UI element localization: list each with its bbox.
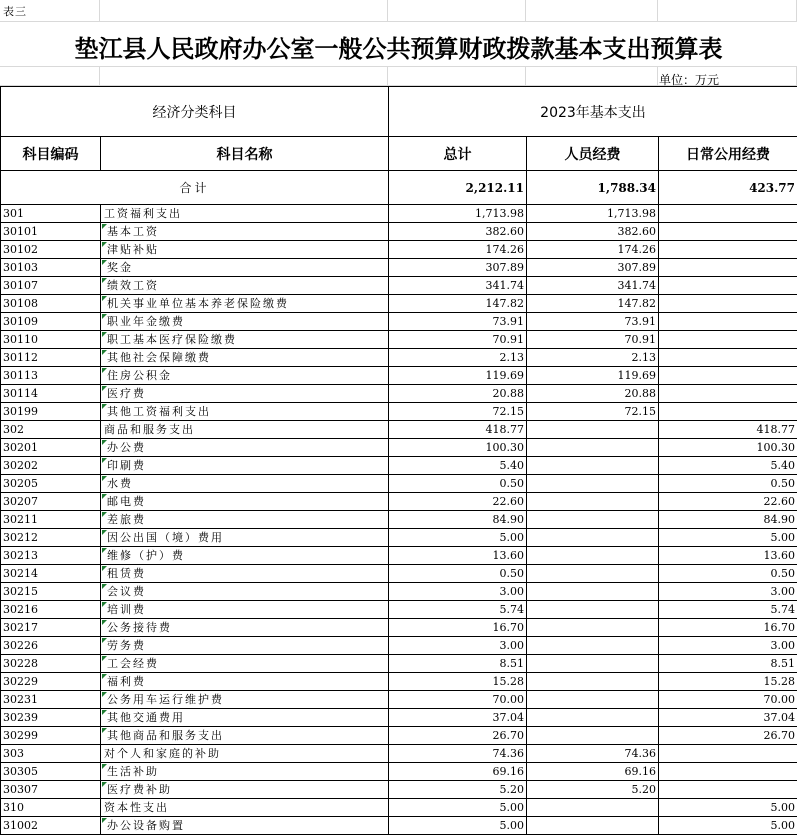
cell-code[interactable]: 30102 — [1, 241, 101, 259]
cell-personnel[interactable]: 73.91 — [527, 313, 659, 331]
cell-name[interactable]: 其他社会保障缴费 — [101, 349, 389, 367]
cell-personnel[interactable] — [527, 817, 659, 835]
cell-personnel[interactable]: 174.26 — [527, 241, 659, 259]
cell-public[interactable]: 16.70 — [659, 619, 797, 637]
cell-name[interactable]: 维修（护）费 — [101, 547, 389, 565]
cell-public[interactable]: 5.00 — [659, 799, 797, 817]
header-economic-class[interactable]: 经济分类科目 — [1, 87, 389, 137]
cell-code[interactable]: 30299 — [1, 727, 101, 745]
cell-personnel[interactable] — [527, 421, 659, 439]
cell-name[interactable]: 医疗费 — [101, 385, 389, 403]
cell-public[interactable]: 5.00 — [659, 529, 797, 547]
cell-code[interactable]: 301 — [1, 205, 101, 223]
cell-public[interactable] — [659, 763, 797, 781]
cell-public[interactable] — [659, 367, 797, 385]
cell-personnel[interactable] — [527, 691, 659, 709]
cell-personnel[interactable]: 69.16 — [527, 763, 659, 781]
table-row — [1, 763, 797, 781]
table-row — [1, 619, 797, 637]
cell-code[interactable]: 30202 — [1, 457, 101, 475]
cell-total[interactable]: 22.60 — [389, 493, 527, 511]
cell-name[interactable]: 印刷费 — [101, 457, 389, 475]
cell-name[interactable]: 培训费 — [101, 601, 389, 619]
cell-public[interactable]: 100.30 — [659, 439, 797, 457]
cell-total[interactable]: 382.60 — [389, 223, 527, 241]
cell-name[interactable]: 办公费 — [101, 439, 389, 457]
cell-code[interactable]: 30113 — [1, 367, 101, 385]
totals-label[interactable]: 合计 — [1, 171, 389, 205]
table-row — [1, 799, 797, 817]
table-row — [1, 259, 797, 277]
cell-personnel[interactable]: 382.60 — [527, 223, 659, 241]
cell-public[interactable]: 0.50 — [659, 565, 797, 583]
cell-public[interactable] — [659, 277, 797, 295]
table-row — [1, 367, 797, 385]
table-row — [1, 385, 797, 403]
cell-code[interactable]: 30199 — [1, 403, 101, 421]
cell-public[interactable] — [659, 781, 797, 799]
table-row — [1, 223, 797, 241]
cell-total[interactable]: 69.16 — [389, 763, 527, 781]
table-row — [1, 817, 797, 835]
table-row — [1, 295, 797, 313]
cell-total[interactable]: 84.90 — [389, 511, 527, 529]
cell-code[interactable]: 30109 — [1, 313, 101, 331]
cell-code[interactable]: 30110 — [1, 331, 101, 349]
cell-code[interactable]: 30201 — [1, 439, 101, 457]
cell-code[interactable]: 31002 — [1, 817, 101, 835]
table-row — [1, 331, 797, 349]
cell-total[interactable]: 5.74 — [389, 601, 527, 619]
cell-total[interactable]: 100.30 — [389, 439, 527, 457]
header-code[interactable]: 科目编码 — [1, 137, 101, 171]
cell-personnel[interactable] — [527, 727, 659, 745]
table-row — [1, 241, 797, 259]
cell-code[interactable]: 30305 — [1, 763, 101, 781]
cell-total[interactable]: 70.00 — [389, 691, 527, 709]
cell-code[interactable]: 30307 — [1, 781, 101, 799]
cell-personnel[interactable] — [527, 655, 659, 673]
cell-total[interactable]: 1,713.98 — [389, 205, 527, 223]
cell-code[interactable]: 30114 — [1, 385, 101, 403]
cell-public[interactable]: 0.50 — [659, 475, 797, 493]
cell-personnel[interactable] — [527, 475, 659, 493]
cell-code[interactable]: 30215 — [1, 583, 101, 601]
cell-public[interactable]: 418.77 — [659, 421, 797, 439]
table-row — [1, 781, 797, 799]
cell-total[interactable]: 5.40 — [389, 457, 527, 475]
cell-public[interactable]: 84.90 — [659, 511, 797, 529]
cell-personnel[interactable] — [527, 529, 659, 547]
cell-name[interactable]: 住房公积金 — [101, 367, 389, 385]
cell-total[interactable]: 0.50 — [389, 565, 527, 583]
cell-name[interactable]: 福利费 — [101, 673, 389, 691]
cell-public[interactable] — [659, 331, 797, 349]
table-row — [1, 493, 797, 511]
table-row — [1, 529, 797, 547]
table-row — [1, 691, 797, 709]
cell-total[interactable]: 15.28 — [389, 673, 527, 691]
cell-total[interactable]: 2.13 — [389, 349, 527, 367]
cell-name[interactable]: 租赁费 — [101, 565, 389, 583]
cell-code[interactable]: 30108 — [1, 295, 101, 313]
header-row-1 — [1, 87, 797, 137]
cell-name[interactable]: 医疗费补助 — [101, 781, 389, 799]
cell-total[interactable]: 0.50 — [389, 475, 527, 493]
cell-code[interactable]: 302 — [1, 421, 101, 439]
table-row — [1, 637, 797, 655]
cell-name[interactable]: 职业年金缴费 — [101, 313, 389, 331]
page-title: 垫江县人民政府办公室一般公共预算财政拨款基本支出预算表 — [0, 29, 797, 64]
cell-public[interactable]: 37.04 — [659, 709, 797, 727]
cell-name[interactable]: 办公设备购置 — [101, 817, 389, 835]
table-row — [1, 709, 797, 727]
table-row — [1, 745, 797, 763]
cell-code[interactable]: 303 — [1, 745, 101, 763]
table-row — [1, 727, 797, 745]
cell-name[interactable]: 商品和服务支出 — [101, 421, 389, 439]
table-row — [1, 313, 797, 331]
cell-name[interactable]: 差旅费 — [101, 511, 389, 529]
cell-total[interactable]: 5.00 — [389, 817, 527, 835]
cell-personnel[interactable] — [527, 799, 659, 817]
cell-personnel[interactable]: 20.88 — [527, 385, 659, 403]
cell-public[interactable]: 26.70 — [659, 727, 797, 745]
cell-total[interactable]: 418.77 — [389, 421, 527, 439]
header-total[interactable]: 总计 — [389, 137, 527, 171]
cell-total[interactable]: 37.04 — [389, 709, 527, 727]
cell-public[interactable]: 15.28 — [659, 673, 797, 691]
cell-code[interactable]: 30226 — [1, 637, 101, 655]
cell-public[interactable]: 8.51 — [659, 655, 797, 673]
cell-personnel[interactable] — [527, 493, 659, 511]
cell-code[interactable]: 30103 — [1, 259, 101, 277]
cell-public[interactable]: 70.00 — [659, 691, 797, 709]
header-personnel[interactable]: 人员经费 — [527, 137, 659, 171]
cell-total[interactable]: 74.36 — [389, 745, 527, 763]
cell-code[interactable]: 30205 — [1, 475, 101, 493]
cell-name[interactable]: 工会经费 — [101, 655, 389, 673]
cell-public[interactable] — [659, 313, 797, 331]
cell-total[interactable]: 70.91 — [389, 331, 527, 349]
cell-name[interactable]: 其他工资福利支出 — [101, 403, 389, 421]
cell-personnel[interactable] — [527, 601, 659, 619]
cell-total[interactable]: 341.74 — [389, 277, 527, 295]
table-row — [1, 277, 797, 295]
table-row — [1, 673, 797, 691]
sheet-label: 表三 — [3, 3, 27, 19]
header-row-2 — [1, 137, 797, 171]
cell-personnel[interactable]: 72.15 — [527, 403, 659, 421]
header-year-expense[interactable]: 2023年基本支出 — [389, 87, 797, 137]
totals-total[interactable]: 2,212.11 — [389, 171, 527, 205]
cell-code[interactable]: 30239 — [1, 709, 101, 727]
cell-public[interactable] — [659, 403, 797, 421]
cell-public[interactable] — [659, 385, 797, 403]
cell-personnel[interactable]: 147.82 — [527, 295, 659, 313]
table-row — [1, 457, 797, 475]
cell-total[interactable]: 5.20 — [389, 781, 527, 799]
cell-public[interactable] — [659, 205, 797, 223]
table-row — [1, 475, 797, 493]
cell-total[interactable]: 8.51 — [389, 655, 527, 673]
totals-personnel[interactable]: 1,788.34 — [527, 171, 659, 205]
table-row — [1, 655, 797, 673]
table-row — [1, 511, 797, 529]
cell-personnel[interactable] — [527, 583, 659, 601]
cell-public[interactable]: 22.60 — [659, 493, 797, 511]
cell-name[interactable]: 会议费 — [101, 583, 389, 601]
cell-total[interactable]: 3.00 — [389, 637, 527, 655]
cell-personnel[interactable] — [527, 619, 659, 637]
cell-public[interactable] — [659, 349, 797, 367]
cell-total[interactable]: 72.15 — [389, 403, 527, 421]
table-row — [1, 403, 797, 421]
cell-name[interactable]: 机关事业单位基本养老保险缴费 — [101, 295, 389, 313]
cell-total[interactable]: 16.70 — [389, 619, 527, 637]
cell-total[interactable]: 5.00 — [389, 799, 527, 817]
cell-name[interactable]: 资本性支出 — [101, 799, 389, 817]
cell-total[interactable]: 3.00 — [389, 583, 527, 601]
cell-personnel[interactable]: 1,713.98 — [527, 205, 659, 223]
cell-name[interactable]: 工资福利支出 — [101, 205, 389, 223]
cell-personnel[interactable] — [527, 511, 659, 529]
table-row — [1, 421, 797, 439]
cell-total[interactable]: 20.88 — [389, 385, 527, 403]
cell-name[interactable]: 其他商品和服务支出 — [101, 727, 389, 745]
cell-personnel[interactable] — [527, 673, 659, 691]
cell-total[interactable]: 5.00 — [389, 529, 527, 547]
cell-code[interactable]: 30228 — [1, 655, 101, 673]
cell-personnel[interactable] — [527, 709, 659, 727]
cell-name[interactable]: 职工基本医疗保险缴费 — [101, 331, 389, 349]
cell-personnel[interactable]: 341.74 — [527, 277, 659, 295]
cell-code[interactable]: 30212 — [1, 529, 101, 547]
cell-total[interactable]: 13.60 — [389, 547, 527, 565]
cell-name[interactable]: 公务用车运行维护费 — [101, 691, 389, 709]
unit-label: 单位：万元 — [659, 71, 719, 88]
cell-public[interactable] — [659, 223, 797, 241]
cell-code[interactable]: 30207 — [1, 493, 101, 511]
cell-public[interactable]: 3.00 — [659, 637, 797, 655]
table-row — [1, 205, 797, 223]
cell-name[interactable]: 津贴补贴 — [101, 241, 389, 259]
cell-name[interactable]: 绩效工资 — [101, 277, 389, 295]
cell-personnel[interactable]: 2.13 — [527, 349, 659, 367]
cell-total[interactable]: 307.89 — [389, 259, 527, 277]
cell-code[interactable]: 30229 — [1, 673, 101, 691]
cell-public[interactable]: 5.00 — [659, 817, 797, 835]
totals-public[interactable]: 423.77 — [659, 171, 797, 205]
cell-code[interactable]: 30213 — [1, 547, 101, 565]
cell-personnel[interactable] — [527, 457, 659, 475]
cell-total[interactable]: 26.70 — [389, 727, 527, 745]
cell-name[interactable]: 生活补助 — [101, 763, 389, 781]
totals-row — [1, 171, 797, 205]
cell-personnel[interactable] — [527, 547, 659, 565]
cell-personnel[interactable] — [527, 565, 659, 583]
table-row — [1, 601, 797, 619]
cell-public[interactable]: 5.40 — [659, 457, 797, 475]
cell-personnel[interactable]: 119.69 — [527, 367, 659, 385]
cell-code[interactable]: 30107 — [1, 277, 101, 295]
cell-code[interactable]: 30101 — [1, 223, 101, 241]
cell-name[interactable]: 其他交通费用 — [101, 709, 389, 727]
cell-code[interactable]: 310 — [1, 799, 101, 817]
cell-code[interactable]: 30231 — [1, 691, 101, 709]
cell-personnel[interactable]: 70.91 — [527, 331, 659, 349]
cell-total[interactable]: 119.69 — [389, 367, 527, 385]
header-public[interactable]: 日常公用经费 — [659, 137, 797, 171]
cell-code[interactable]: 30112 — [1, 349, 101, 367]
cell-code[interactable]: 30217 — [1, 619, 101, 637]
cell-name[interactable]: 水费 — [101, 475, 389, 493]
cell-public[interactable] — [659, 241, 797, 259]
cell-personnel[interactable]: 74.36 — [527, 745, 659, 763]
cell-total[interactable]: 174.26 — [389, 241, 527, 259]
cell-code[interactable]: 30214 — [1, 565, 101, 583]
cell-public[interactable]: 5.74 — [659, 601, 797, 619]
cell-name[interactable]: 奖金 — [101, 259, 389, 277]
cell-personnel[interactable] — [527, 637, 659, 655]
cell-name[interactable]: 基本工资 — [101, 223, 389, 241]
cell-code[interactable]: 30211 — [1, 511, 101, 529]
cell-name[interactable]: 邮电费 — [101, 493, 389, 511]
cell-code[interactable]: 30216 — [1, 601, 101, 619]
table-row — [1, 349, 797, 367]
cell-name[interactable]: 劳务费 — [101, 637, 389, 655]
cell-public[interactable] — [659, 259, 797, 277]
table-row — [1, 583, 797, 601]
cell-public[interactable]: 13.60 — [659, 547, 797, 565]
table-row — [1, 547, 797, 565]
cell-name[interactable]: 公务接待费 — [101, 619, 389, 637]
cell-public[interactable] — [659, 745, 797, 763]
table-row — [1, 439, 797, 457]
budget-table — [0, 86, 797, 835]
cell-name[interactable]: 对个人和家庭的补助 — [101, 745, 389, 763]
cell-name[interactable]: 因公出国（境）费用 — [101, 529, 389, 547]
cell-total[interactable]: 73.91 — [389, 313, 527, 331]
cell-personnel[interactable]: 307.89 — [527, 259, 659, 277]
header-name[interactable]: 科目名称 — [101, 137, 389, 171]
cell-total[interactable]: 147.82 — [389, 295, 527, 313]
cell-public[interactable]: 3.00 — [659, 583, 797, 601]
cell-public[interactable] — [659, 295, 797, 313]
table-row — [1, 565, 797, 583]
cell-personnel[interactable]: 5.20 — [527, 781, 659, 799]
cell-personnel[interactable] — [527, 439, 659, 457]
